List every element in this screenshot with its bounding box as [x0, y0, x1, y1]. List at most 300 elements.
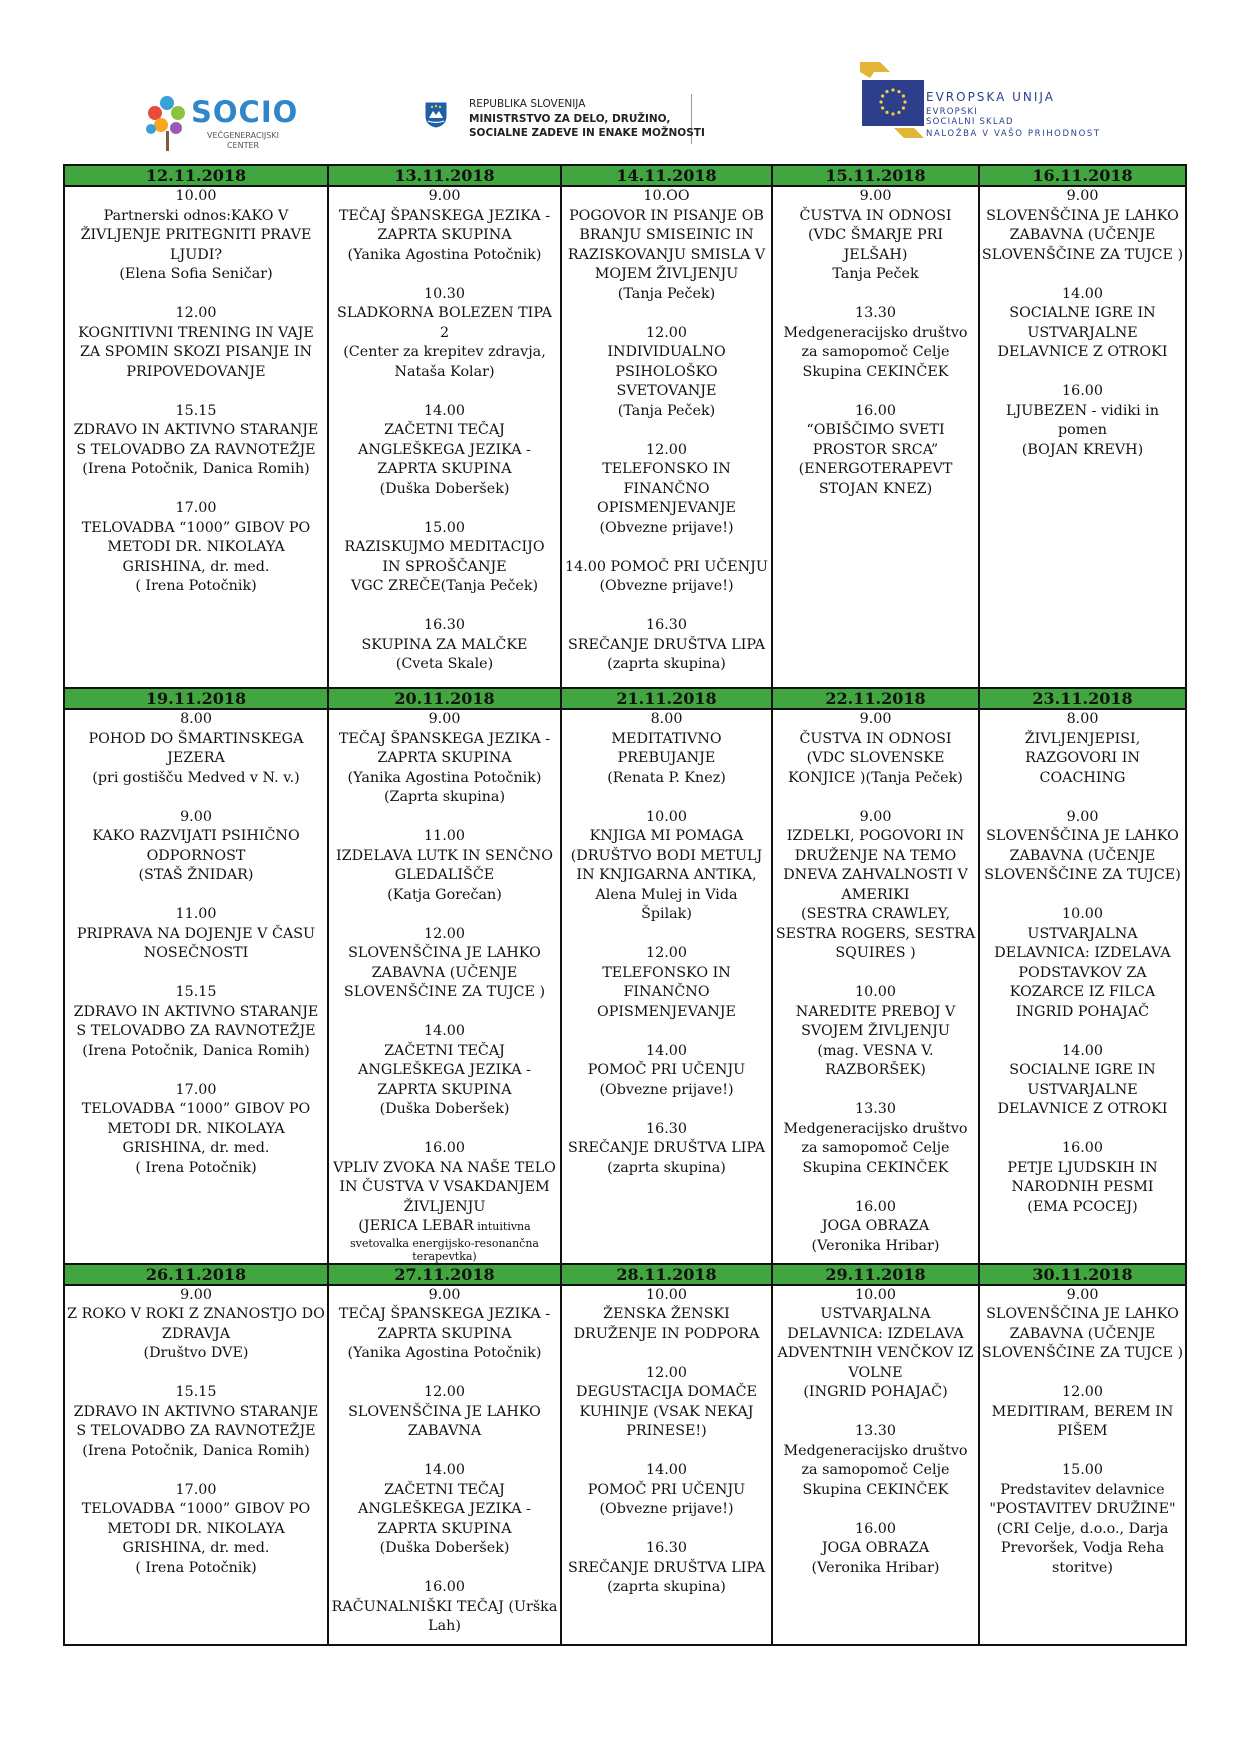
day-date: 28.11.2018	[561, 1264, 772, 1285]
event-line: ZDRAVJA	[161, 1325, 231, 1342]
day-date: 29.11.2018	[772, 1264, 979, 1285]
event-time: 14.00	[424, 402, 465, 419]
day-date: 23.11.2018	[979, 688, 1186, 709]
week-header-row	[64, 165, 1186, 186]
event-line: FINANČNO	[623, 984, 710, 1000]
event-line: PRINESE!)	[626, 1423, 707, 1439]
event-line: ANGLEŠKEGA JEZIKA -	[358, 1062, 531, 1078]
socio-subtitle	[193, 131, 293, 151]
day-date: 15.11.2018	[772, 165, 979, 186]
event-block	[65, 402, 327, 480]
event-line: ZA SPOMIN SKOZI PISANJE IN	[80, 344, 312, 360]
event-line: DNEVA ZAHVALNOSTI V	[783, 867, 968, 883]
event-time: 14.00	[424, 1023, 465, 1039]
event-block	[329, 1022, 560, 1120]
event-line: (zaprta skupina)	[607, 656, 726, 672]
socio-tree-icon	[145, 91, 191, 153]
event-time: 11.00	[175, 906, 217, 922]
event-time: 16.30	[646, 1120, 687, 1137]
event-time: 12.00	[424, 925, 465, 942]
event-line: (DRUŠTVO BODI METULJ	[570, 847, 763, 864]
event-line: (Irena Potočnik, Danica Romih)	[82, 1042, 310, 1059]
event-line: S TELOVADBO ZA RAVNOTEŽJE	[76, 1023, 316, 1039]
event-line: IZDELAVA LUTK IN SENČNO	[336, 847, 553, 864]
event-line: pomen	[1058, 422, 1107, 438]
event-line: (BOJAN KREVH)	[1021, 441, 1144, 458]
event-time: 12.00	[175, 305, 217, 321]
event-block	[980, 808, 1185, 886]
event-line: (Yanika Agostina Potočnik)	[347, 1345, 542, 1361]
event-time: 9.00	[1066, 808, 1099, 825]
event-time: 9.00	[859, 711, 892, 727]
event-line: Predstavitev delavnice	[1000, 1481, 1165, 1498]
event-line: USTVARJALNA	[820, 1306, 931, 1322]
eu-fund-line: EVROPSKI	[926, 107, 978, 117]
event-time: 10.00	[646, 1286, 687, 1303]
event-line: (EMA PCOCEJ)	[1027, 1198, 1138, 1215]
event-block	[329, 616, 560, 675]
event-block	[773, 710, 978, 788]
event-line: SVOJEM ŽIVLJENJU	[801, 1023, 950, 1039]
event-line: ZDRAVO IN AKTIVNO STARANJE	[73, 1403, 319, 1420]
event-time: 15.00	[1062, 1462, 1103, 1478]
event-line: ZAPRTA SKUPINA	[377, 461, 512, 477]
day-cell	[561, 1285, 772, 1645]
event-line: (Irena Potočnik, Danica Romih)	[82, 1442, 310, 1459]
socio-logo	[145, 91, 299, 153]
event-block	[562, 1286, 771, 1345]
event-block	[329, 402, 560, 500]
event-line: DRUŽENJE IN PODPORA	[573, 1325, 760, 1342]
event-block	[773, 808, 978, 964]
event-line: (VDC SLOVENSKE	[806, 750, 945, 766]
event-block	[773, 402, 978, 500]
event-line: (Irena Potočnik, Danica Romih)	[82, 461, 310, 477]
week-header-row	[64, 1264, 1186, 1285]
event-line: (pri gostišču Medved v N. v.)	[92, 769, 300, 786]
event-line: ZAPRTA SKUPINA	[377, 1325, 512, 1342]
event-line: S TELOVADBO ZA RAVNOTEŽJE	[76, 1423, 316, 1439]
event-line: terapevtka)	[412, 1249, 477, 1263]
event-time: 16.00	[855, 1520, 896, 1537]
event-line: za samopomoč Celje	[801, 1140, 950, 1156]
event-line: Skupina CEKINČEK	[802, 363, 949, 380]
event-line: SREČANJE DRUŠTVA LIPA	[567, 1559, 766, 1576]
event-line: GRISHINA, dr. med.	[122, 1540, 270, 1556]
event-line: USTVARJALNE	[1027, 1081, 1138, 1098]
event-line: PETJE LJUDSKIH IN	[1007, 1159, 1158, 1176]
event-line: DELAVNICA: IZDELAVA	[787, 1325, 964, 1342]
week-row	[64, 1285, 1186, 1645]
day-cell	[561, 709, 772, 1264]
event-line: POMOČ PRI UČENJU	[587, 1481, 746, 1498]
event-line: TEČAJ ŠPANSKEGA JEZIKA -	[338, 730, 551, 747]
event-time: 9.00	[1066, 188, 1099, 204]
event-time: 15.00	[424, 519, 465, 536]
event-line: (Tanja Peček)	[617, 285, 716, 302]
event-line: Špilak)	[641, 906, 692, 922]
event-line: RAZGOVORI IN	[1025, 750, 1140, 766]
event-block	[562, 710, 771, 788]
event-line: SQUIRES )	[835, 945, 916, 961]
event-time: 9.00	[180, 1286, 212, 1303]
event-line: PIŠEM	[1057, 1423, 1108, 1439]
event-line: ZABAVNA (UČENJE	[371, 964, 518, 981]
event-line: SKUPINA ZA MALČKE	[361, 636, 528, 653]
eu-fund-name	[926, 107, 1014, 127]
event-line: SREČANJE DRUŠTVA LIPA	[567, 636, 766, 653]
event-line: DRUŽENJE NA TEMO	[794, 847, 957, 864]
event-block	[562, 1461, 771, 1520]
event-block	[773, 1100, 978, 1178]
event-time: 14.00	[1062, 1042, 1103, 1059]
ministry-name-line: SOCIALNE ZADEVE IN ENAKE MOŽNOSTI	[469, 127, 705, 139]
event-line: ŽIVLJENJEPISI,	[1024, 730, 1141, 747]
event-line: (zaprta skupina)	[607, 1159, 726, 1176]
event-line: AMERIKI	[841, 886, 910, 903]
event-line: SOCIALNE IGRE IN	[1009, 305, 1156, 321]
event-line: storitve)	[1052, 1559, 1113, 1576]
event-line: IN ČUSTVA V VSAKDANJEM	[339, 1179, 550, 1195]
event-line: PSIHOLOŠKO	[615, 363, 718, 380]
event-line: ZABAVNA	[407, 1423, 482, 1439]
event-line: (INGRID POHAJAČ)	[803, 1384, 948, 1400]
event-line: INGRID POHAJAČ	[1015, 1003, 1150, 1020]
event-line: PROSTOR SRCA”	[812, 441, 939, 458]
event-line: ZAPRTA SKUPINA	[377, 227, 512, 243]
event-block	[329, 710, 560, 808]
event-time: 12.00	[646, 324, 687, 341]
event-line: (STAŠ ŽNIDAR)	[138, 867, 254, 883]
event-time: 9.00	[428, 1286, 461, 1303]
event-block	[562, 558, 771, 597]
eu-slogan: NALOŽBA V VAŠO PRIHODNOST	[926, 129, 1101, 139]
day-date: 26.11.2018	[64, 1264, 328, 1285]
day-date: 20.11.2018	[328, 688, 561, 709]
event-line: IN KNJIGARNA ANTIKA,	[576, 867, 757, 883]
event-line: DELAVNICE Z OTROKI	[997, 1101, 1168, 1117]
event-line: “OBIŠČIMO SVETI	[806, 422, 945, 438]
event-line: (Yanika Agostina Potočnik)	[347, 769, 542, 786]
day-date: 21.11.2018	[561, 688, 772, 709]
event-line: (Tanja Peček)	[617, 402, 716, 419]
event-line: za samopomoč Celje	[801, 344, 950, 360]
event-time: 9.00	[428, 711, 461, 727]
event-time: 16.00	[855, 1198, 896, 1215]
event-line: (Elena Sofia Seničar)	[119, 266, 273, 282]
event-line: LJUBEZEN - vidiki in	[1006, 402, 1159, 419]
event-line: Skupina CEKINČEK	[802, 1481, 949, 1498]
event-time: 12.00	[646, 441, 687, 458]
event-line: ( Irena Potočnik)	[135, 1159, 257, 1176]
ministry-logo	[425, 94, 705, 144]
event-block	[773, 1286, 978, 1403]
day-cell	[328, 186, 561, 688]
event-block	[562, 441, 771, 539]
event-time: 14.00	[646, 1042, 687, 1059]
event-time: 16.00	[1062, 1140, 1103, 1156]
event-line: ZABAVNA (UČENJE	[1009, 227, 1156, 243]
event-time: 15.15	[175, 402, 217, 419]
day-date: 22.11.2018	[772, 688, 979, 709]
event-time: 16.00	[424, 1140, 465, 1156]
event-line: PODSTAVKOV ZA	[1018, 964, 1147, 981]
event-block	[329, 1383, 560, 1442]
day-date: 27.11.2018	[328, 1264, 561, 1285]
event-line: 2	[439, 324, 450, 341]
event-time: 9.00	[1066, 1286, 1099, 1303]
event-block	[980, 710, 1185, 788]
event-time: 8.00	[180, 711, 212, 727]
header-logos	[0, 56, 1240, 156]
event-time: 8.00	[1066, 711, 1099, 727]
event-time: 8.00	[650, 711, 683, 727]
event-line: TELOVADBA “1000” GIBOV PO	[81, 519, 311, 536]
event-block	[562, 187, 771, 304]
event-line: ANGLEŠKEGA JEZIKA -	[358, 441, 531, 458]
event-time: 16.00	[855, 402, 896, 419]
event-block	[980, 1383, 1185, 1442]
event-line: ZAČETNI TEČAJ	[384, 1042, 505, 1059]
event-line: ŽENSKA ŽENSKI	[603, 1306, 730, 1322]
event-line: ZAPRTA SKUPINA	[377, 750, 512, 766]
event-line: (Center za krepitev zdravja,	[343, 344, 546, 360]
day-cell	[772, 709, 979, 1264]
event-block	[562, 1120, 771, 1179]
day-cell	[561, 186, 772, 688]
event-line: TELEFONSKO IN	[602, 964, 731, 981]
event-time: 14.00	[424, 1462, 465, 1478]
event-time: 12.00	[646, 1364, 687, 1381]
event-line: SLOVENŠČINA JE LAHKO	[348, 1403, 541, 1420]
event-block	[65, 304, 327, 382]
event-line: Z ROKO V ROKI Z ZNANOSTJO DO	[67, 1306, 325, 1322]
day-cell	[328, 709, 561, 1264]
event-block	[65, 983, 327, 1061]
event-block	[329, 1461, 560, 1559]
event-line: ADVENTNIH VENČKOV IZ	[777, 1345, 974, 1361]
event-line: JELŠAH)	[843, 246, 908, 263]
event-line: ( Irena Potočnik)	[135, 1559, 257, 1576]
event-line: ZAČETNI TEČAJ	[384, 1481, 505, 1498]
event-line: KNJIGA MI POMAGA	[589, 828, 744, 844]
day-date: 13.11.2018	[328, 165, 561, 186]
event-line: (ENERGOTERAPEVT	[798, 461, 953, 477]
eu-logo	[860, 62, 1100, 142]
event-time: 15.15	[175, 1384, 217, 1400]
event-line: BRANJU SMISEINIC IN	[579, 227, 754, 243]
event-line: USTVARJALNE	[1027, 324, 1138, 341]
event-line: SLOVENŠČINA JE LAHKO	[986, 1306, 1179, 1322]
event-block	[329, 925, 560, 1003]
event-line: IN SPROŠČANJE	[382, 558, 507, 575]
event-block	[773, 1520, 978, 1579]
event-block	[329, 1139, 560, 1263]
event-line: Medgeneracijsko društvo	[783, 324, 968, 341]
event-line: (VDC ŠMARJE PRI	[807, 227, 944, 243]
event-time: 14.00	[1062, 285, 1103, 302]
ministry-name	[469, 112, 705, 140]
event-line: (Yanika Agostina Potočnik)	[347, 246, 542, 263]
event-time: 17.00	[175, 500, 217, 516]
event-block	[773, 304, 978, 382]
week-header-row	[64, 688, 1186, 709]
event-line: VPLIV ZVOKA NA NAŠE TELO	[333, 1159, 556, 1176]
event-block	[980, 1139, 1185, 1217]
event-block	[329, 187, 560, 265]
event-block	[980, 1286, 1185, 1364]
event-block	[65, 1383, 327, 1461]
eu-title: EVROPSKA UNIJA	[926, 90, 1055, 104]
event-time: 12.00	[1062, 1384, 1103, 1400]
event-time: 13.30	[855, 305, 896, 321]
event-line: DELAVNICE Z OTROKI	[997, 344, 1168, 360]
day-cell	[979, 709, 1186, 1264]
event-line: STOJAN KNEZ)	[818, 480, 933, 497]
event-line: (mag. VESNA V.	[817, 1042, 934, 1059]
event-block	[562, 944, 771, 1022]
event-block	[65, 1481, 327, 1579]
event-line: JEZERA	[167, 750, 225, 766]
event-line: KAKO RAZVIJATI PSIHIČNO	[92, 828, 300, 844]
event-line: GRISHINA, dr. med.	[122, 558, 270, 575]
event-block	[562, 808, 771, 925]
day-cell	[772, 186, 979, 688]
event-line: (JERICA LEBAR intuitivna	[358, 1218, 531, 1234]
event-block	[329, 285, 560, 383]
event-line: JOGA OBRAZA	[821, 1540, 930, 1556]
event-line: OPISMENJEVANJE	[597, 500, 736, 516]
event-line: ( Irena Potočnik)	[135, 578, 257, 594]
event-block	[980, 187, 1185, 265]
event-time: 9.00	[428, 188, 461, 204]
event-line: SLOVENŠČINE ZA TUJCE)	[984, 867, 1181, 883]
event-line: ZAPRTA SKUPINA	[377, 1081, 512, 1098]
event-line: USTVARJALNA	[1027, 925, 1138, 942]
event-time: 10.00	[646, 808, 687, 825]
event-line: FINANČNO	[623, 480, 710, 497]
event-time: 9.00	[180, 808, 212, 825]
event-line: SLOVENŠČINA JE LAHKO	[986, 828, 1179, 844]
ministry-name-line: MINISTRSTVO ZA DELO, DRUŽINO,	[469, 113, 671, 125]
event-block	[65, 710, 327, 788]
event-block	[773, 1422, 978, 1500]
event-line: PRIPRAVA NA DOJENJE V ČASU	[76, 925, 316, 942]
event-line: SOCIALNE IGRE IN	[1009, 1062, 1156, 1078]
week-row	[64, 186, 1186, 688]
event-line: (Duška Doberšek)	[379, 480, 510, 497]
event-line: NOSEČNOSTI	[143, 945, 249, 961]
event-line: Prevoršek, Vodja Reha	[1000, 1540, 1165, 1556]
slovenia-coat-of-arms-icon	[425, 102, 447, 128]
event-line: SLOVENŠČINA JE LAHKO	[986, 207, 1179, 224]
event-line: TELEFONSKO IN	[602, 461, 731, 477]
event-time: 10.00	[175, 188, 217, 204]
event-time: 12.00	[424, 1384, 465, 1400]
event-time: 16.00	[1062, 383, 1103, 399]
week-row	[64, 709, 1186, 1264]
event-line: (Društvo DVE)	[143, 1345, 249, 1361]
event-time: 10.30	[424, 285, 465, 302]
event-block	[562, 1042, 771, 1101]
event-line: ŽIVLJENJE PRITEGNITI PRAVE	[80, 227, 312, 243]
day-cell	[64, 186, 328, 688]
event-line: PRIPOVEDOVANJE	[126, 363, 266, 380]
eu-fund-line: SOCIALNI SKLAD	[926, 117, 1014, 127]
event-time: 16.30	[646, 1540, 687, 1556]
event-line: TEČAJ ŠPANSKEGA JEZIKA -	[338, 207, 551, 224]
event-line: RAZBORŠEK)	[825, 1062, 926, 1078]
event-line: SLOVENŠČINE ZA TUJCE )	[981, 1345, 1184, 1361]
event-line: RAČUNALNIŠKI TEČAJ (Urška	[331, 1598, 558, 1615]
event-line: ODPORNOST	[146, 847, 246, 864]
event-time: 12.00	[646, 945, 687, 961]
event-time: 10.00	[855, 1286, 896, 1303]
event-line: POGOVOR IN PISANJE OB	[569, 207, 764, 224]
event-line: (Katja Gorečan)	[387, 886, 502, 903]
event-line: MEDITATIVNO	[611, 730, 722, 747]
event-line: KOGNITIVNI TRENING IN VAJE	[78, 324, 314, 341]
event-line: (Zaprta skupina)	[383, 789, 506, 805]
event-line: (Veronika Hribar)	[811, 1237, 940, 1254]
event-time: 16.30	[646, 617, 687, 633]
event-line: (Obvezne prijave!)	[599, 1081, 734, 1098]
event-block	[65, 905, 327, 964]
event-block	[562, 616, 771, 675]
event-block	[329, 519, 560, 597]
event-block	[773, 1198, 978, 1257]
event-block	[65, 1286, 327, 1364]
event-line: ZAČETNI TEČAJ	[384, 422, 505, 438]
event-line: GLEDALIŠČE	[394, 867, 495, 883]
event-line: MEDITIRAM, BEREM IN	[991, 1403, 1174, 1420]
calendar-table	[63, 164, 1187, 1646]
socio-name: SOCIO	[191, 95, 299, 129]
event-line: VOLNE	[848, 1364, 903, 1381]
event-line: TEČAJ ŠPANSKEGA JEZIKA -	[338, 1306, 551, 1322]
event-line: S TELOVADBO ZA RAVNOTEŽJE	[76, 441, 316, 458]
event-line: RAZISKOVANJU SMISLA V	[567, 246, 766, 263]
event-line: LJUDI?	[169, 246, 223, 263]
day-date: 12.11.2018	[64, 165, 328, 186]
event-block	[773, 187, 978, 285]
event-line: INDIVIDUALNO	[607, 344, 726, 360]
event-line: KONJICE )(Tanja Peček)	[788, 769, 963, 786]
event-line: SLOVENŠČINE ZA TUJCE )	[981, 246, 1184, 263]
day-date: 19.11.2018	[64, 688, 328, 709]
event-line: ZABAVNA (UČENJE	[1009, 1325, 1156, 1342]
socio-subtitle-line: CENTER	[226, 141, 260, 150]
event-time: 15.15	[175, 984, 217, 1000]
event-line: PREBUJANJE	[617, 750, 716, 766]
day-cell	[328, 1285, 561, 1645]
day-cell	[772, 1285, 979, 1645]
event-line: SLADKORNA BOLEZEN TIPA	[337, 305, 552, 321]
event-line: POMOČ PRI UČENJU	[587, 1062, 746, 1078]
event-line: IZDELKI, POGOVORI IN	[786, 828, 965, 844]
ministry-line1: REPUBLIKA SLOVENIJA	[469, 98, 586, 110]
event-line: KOZARCE IZ FILCA	[1009, 984, 1156, 1000]
event-block	[773, 983, 978, 1081]
event-block	[980, 905, 1185, 1022]
event-block	[562, 1364, 771, 1442]
event-block	[329, 827, 560, 905]
day-date: 30.11.2018	[979, 1264, 1186, 1285]
event-line: (zaprta skupina)	[607, 1579, 726, 1595]
event-line: (CRI Celje, d.o.o., Darja	[996, 1520, 1169, 1537]
event-block	[65, 1081, 327, 1179]
event-line: Medgeneracijsko društvo	[783, 1442, 968, 1459]
